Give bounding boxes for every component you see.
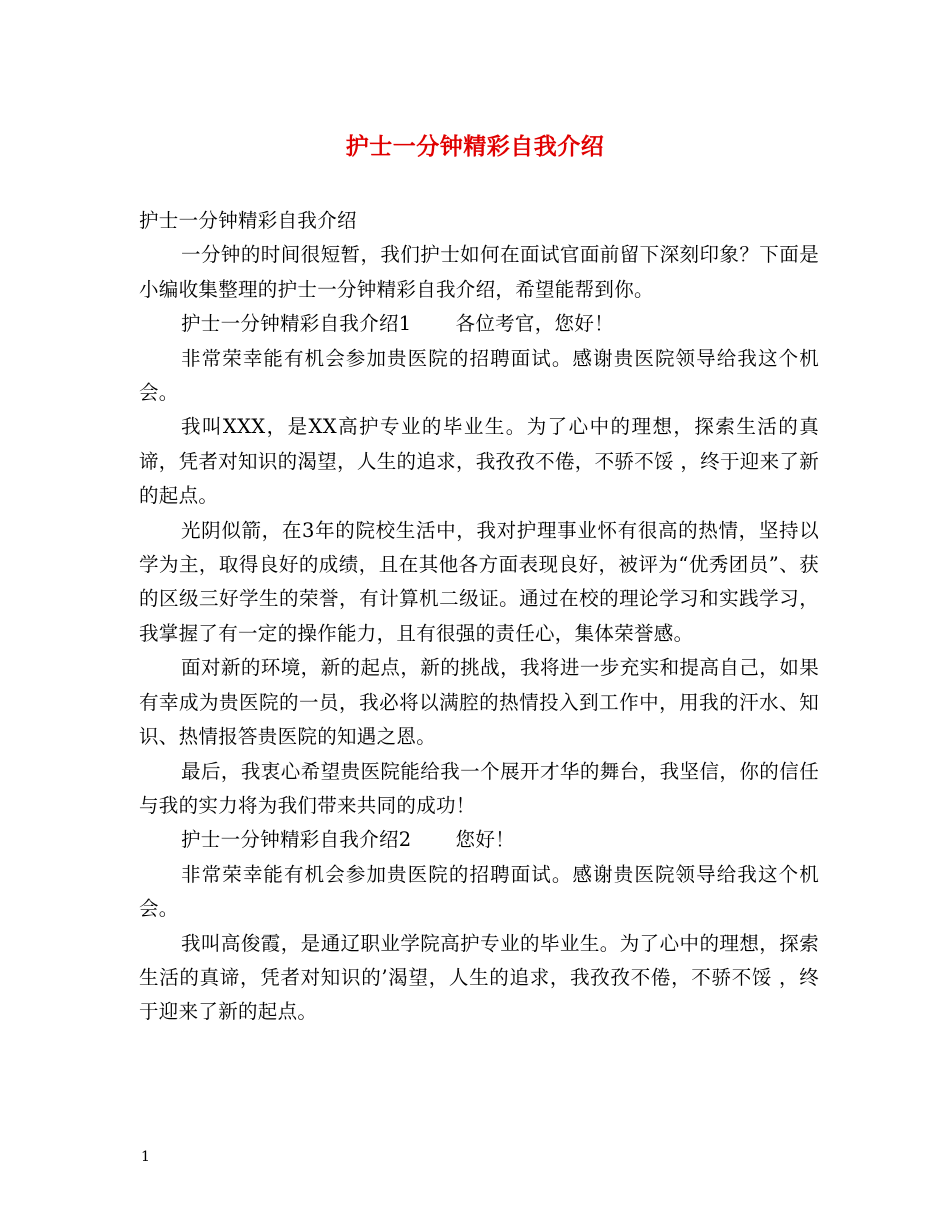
section-2-greeting: 您好！ <box>455 828 515 852</box>
paragraph: 我叫XXX，是XX高护专业的毕业生。为了心中的理想，探索生活的真谛，凭者对知识的渴望，人生的追求，我孜孜不倦，不骄不馁 ，终于迎来了新的起点。 <box>139 415 819 508</box>
section-2-title: 护士一分钟精彩自我介绍2 <box>181 828 412 852</box>
paragraph: 最后，我衷心希望贵医院能给我一个展开才华的舞台，我坚信，你的信任与我的实力将为我们带来共同的成功！ <box>139 759 819 817</box>
paragraph: 非常荣幸能有机会参加贵医院的招聘面试。感谢贵医院领导给我这个机会。 <box>139 346 819 405</box>
page-number: 1 <box>141 1149 150 1165</box>
paragraph: 我叫高俊霞，是通辽职业学院高护专业的毕业生。为了心中的理想，探索生活的真谛，凭者对知识的’渴望，人生的追求，我孜孜不倦，不骄不馁 ，终于迎来了新的起点。 <box>139 931 819 1024</box>
paragraph-section-1-heading <box>139 307 819 341</box>
document-title: 护士一分钟精彩自我介绍 <box>345 133 605 160</box>
paragraph-subtitle: 护士一分钟精彩自我介绍 <box>139 209 357 232</box>
section-1-title: 护士一分钟精彩自我介绍1 <box>181 312 412 336</box>
paragraph-intro: 一分钟的时间很短暂，我们护士如何在面试官面前留下深刻印象？下面是小编收集整理的护士一分钟精彩自我介绍，希望能帮到你。 <box>139 243 819 301</box>
paragraph: 非常荣幸能有机会参加贵医院的招聘面试。感谢贵医院领导给我这个机会。 <box>139 862 819 921</box>
document-body <box>139 204 819 1030</box>
paragraph: 光阴似箭，在3年的院校生活中，我对护理事业怀有很高的热情，坚持以学为主，取得良好的成绩，且在其他各方面表现良好，被评为“优秀团员”、获的区级三好学生的荣誉，有计算机二级证。通过在校的理论学习和实践学习，我掌握了有一定的操作能力，且有很强的责任心，集体荣誉感。 <box>139 518 819 645</box>
paragraph-section-2-heading <box>139 823 819 857</box>
section-1-greeting: 各位考官，您好！ <box>455 312 614 336</box>
paragraph: 面对新的环境，新的起点，新的挑战，我将进一步充实和提高自己，如果有幸成为贵医院的一员，我必将以满腔的热情投入到工作中，用我的汗水、知识、热情报答贵医院的知遇之恩。 <box>139 656 819 749</box>
